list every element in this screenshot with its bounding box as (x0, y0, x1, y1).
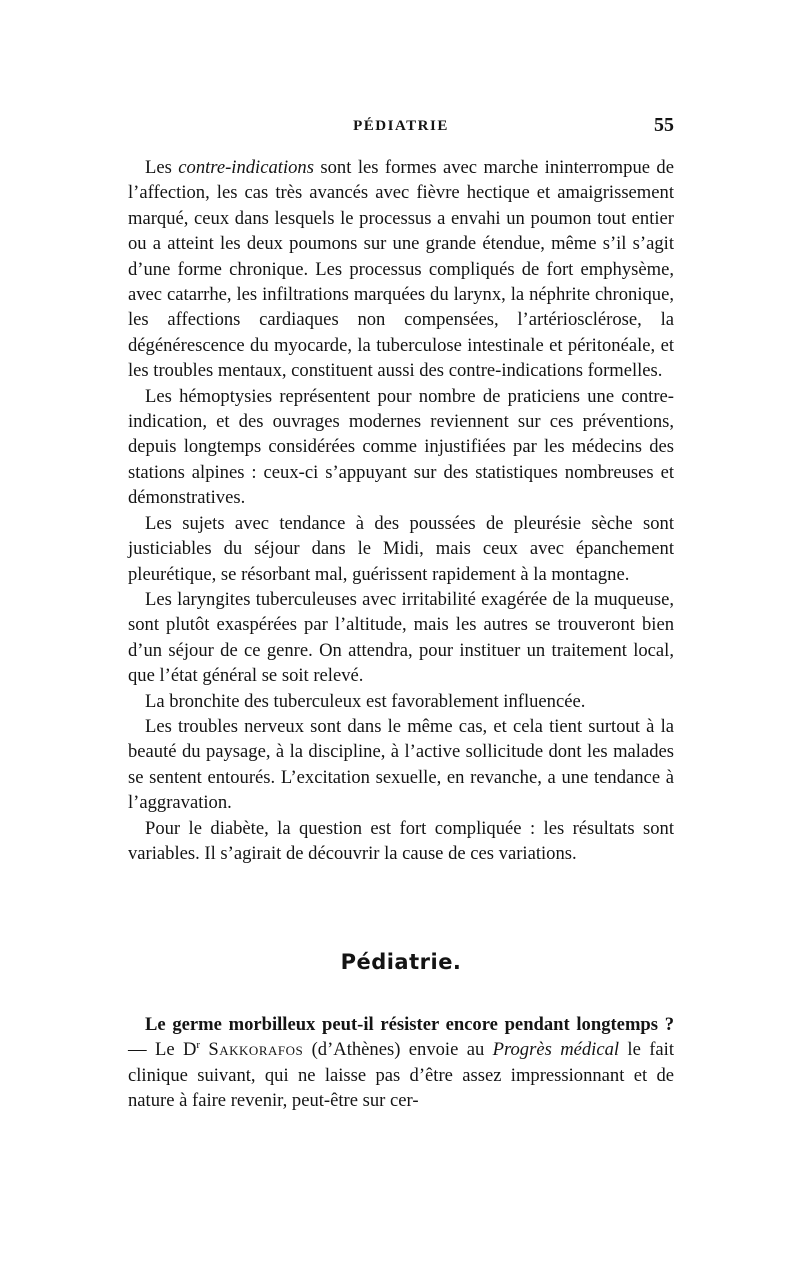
paragraph-text: sont les formes avec marche ininterrompue de l’affection, les cas très avancés avec fièvre hectique et amaigrissement marqué, ceux dans lesquels le processus a envahi un poumon tout entier ou a atteint les deux poumons sur une grande étendue, même s’il s’agit d’une forme chronique. Les processus compliqués de fort emphysème, avec catarrhe, les infiltrations marquées du larynx, la néphrite chronique, les affections cardiaques non compensées, l’artériosclérose, la dégénérescence du myocarde, la tuberculose intestinale et péritonéale, et les troubles mentaux, constituent aussi des contre-indications formelles. (128, 157, 674, 382)
paragraph-text: Les (145, 157, 179, 178)
article-text: le fait clinique suivant, qui ne laisse pas d’être assez impressionnant et de nature à faire revenir, peut-être sur cer- (128, 1039, 674, 1112)
section-heading: Pédiatrie. (340, 950, 462, 974)
journal-name: Progrès médical (492, 1039, 620, 1061)
doctor-title-suffix: r (196, 1039, 201, 1052)
body-text (128, 155, 674, 866)
emphasis-text: contre-indications (178, 157, 314, 178)
paragraph-hemoptysies: Les hémoptysies représentent pour nombre de praticiens une contre-indication, et des ouvrages modernes reviennent sur ces préventions, depuis longtemps considérées comme injustifiées par les médecins des stations alpines : ceux-ci s’appuyant sur des statistiques nombreuses et démonstratives. (128, 385, 674, 509)
author-name: Sakkorafos (208, 1039, 304, 1061)
paragraph-laryngites: Les laryngites tuberculeuses avec irritabilité exagérée de la muqueuse, sont plutôt exaspérées par l’altitude, mais les autres se trouveront bien d’un séjour de ce genre. On attendra, pour instituer un traitement local, que l’état général se soit relevé. (128, 588, 674, 687)
article-dash: — Le (128, 1039, 183, 1061)
paragraph-bronchite: La bronchite des tuberculeux est favorablement influencée. (145, 690, 586, 712)
author-origin: (d’Athènes) envoie au (303, 1039, 493, 1061)
paragraph-contre-indications (128, 155, 674, 384)
paragraph-diabete: Pour le diabète, la question est fort compliquée : les résultats sont variables. Il s’agirait de découvrir la cause de ces variations. (128, 817, 674, 864)
article-paragraph (128, 1012, 674, 1114)
doctor-title: D (182, 1039, 197, 1061)
paragraph-pleuresie: Les sujets avec tendance à des poussées de pleurésie sèche sont justiciables du séjour dans le Midi, mais ceux avec épanchement pleurétique, se résorbant mal, guérissent rapidement à la montagne. (128, 512, 674, 585)
paragraph-troubles-nerveux: Les troubles nerveux sont dans le même cas, et cela tient surtout à la beauté du paysage, à la discipline, à l’active sollicitude dont les malades se sentent entourés. L’excitation sexuelle, en revanche, a une tendance à l’aggravation. (128, 715, 674, 814)
page-number: 55 (654, 114, 674, 136)
article-headline: Le germe morbilleux peut-il résister encore pendant longtemps ? (145, 1014, 674, 1035)
running-title: PÉDIATRIE (353, 118, 449, 134)
running-header (128, 114, 674, 142)
